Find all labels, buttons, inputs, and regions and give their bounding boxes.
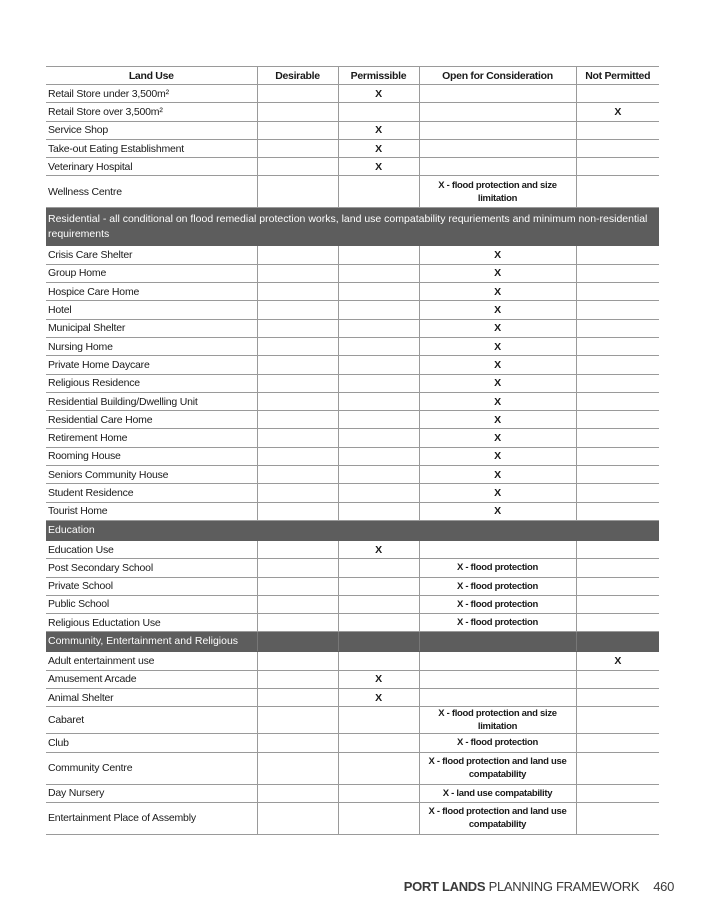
not-permitted-cell (576, 392, 659, 410)
open-for-consideration-cell: X - flood protection and land use compatability (419, 752, 576, 784)
desirable-cell (257, 158, 338, 176)
desirable-cell (257, 447, 338, 465)
page-number: 460 (653, 879, 674, 894)
permissible-cell: X (338, 670, 419, 688)
table-row (46, 670, 659, 688)
not-permitted-cell (576, 411, 659, 429)
table-row (46, 734, 659, 752)
desirable-cell (257, 121, 338, 139)
not-permitted-cell (576, 540, 659, 558)
table-row (46, 246, 659, 264)
permissible-cell (338, 784, 419, 802)
not-permitted-cell (576, 577, 659, 595)
permissible-cell (338, 374, 419, 392)
table-row (46, 429, 659, 447)
section-label: Education (46, 520, 659, 540)
land-use-name: Student Residence (46, 484, 257, 502)
land-use-name: Service Shop (46, 121, 257, 139)
open-for-consideration-cell (419, 139, 576, 157)
land-use-name: Club (46, 734, 257, 752)
desirable-cell (257, 103, 338, 121)
desirable-cell (257, 614, 338, 632)
not-permitted-cell (576, 447, 659, 465)
permissible-cell (338, 411, 419, 429)
section-header-row (46, 208, 659, 246)
land-use-name: Group Home (46, 264, 257, 282)
permissible-cell (338, 595, 419, 613)
land-use-name: Nursing Home (46, 337, 257, 355)
desirable-cell (257, 734, 338, 752)
permissible-cell (338, 577, 419, 595)
desirable-cell (257, 670, 338, 688)
desirable-cell (257, 176, 338, 208)
desirable-cell (257, 802, 338, 834)
land-use-name: Veterinary Hospital (46, 158, 257, 176)
permissible-cell (338, 319, 419, 337)
open-for-consideration-cell: X - land use compatability (419, 784, 576, 802)
desirable-cell (257, 652, 338, 670)
table-row (46, 752, 659, 784)
table-row (46, 595, 659, 613)
section-label: Residential - all conditional on flood remedial protection works, land use compatability requriements and minimum non-residential requirements (46, 208, 659, 246)
not-permitted-cell (576, 356, 659, 374)
desirable-cell (257, 559, 338, 577)
table-row (46, 176, 659, 208)
land-use-name: Rooming House (46, 447, 257, 465)
desirable-cell (257, 466, 338, 484)
desirable-cell (257, 374, 338, 392)
land-use-name: Religious Eductation Use (46, 614, 257, 632)
not-permitted-cell (576, 283, 659, 301)
open-for-consideration-cell: X (419, 246, 576, 264)
open-for-consideration-cell (419, 85, 576, 103)
table-row (46, 707, 659, 734)
land-use-name: Retail Store under 3,500m² (46, 85, 257, 103)
open-for-consideration-cell: X (419, 374, 576, 392)
land-use-name: Private School (46, 577, 257, 595)
table-row (46, 540, 659, 558)
table-row (46, 411, 659, 429)
desirable-cell (257, 411, 338, 429)
not-permitted-cell (576, 301, 659, 319)
section-empty-cell (338, 632, 419, 652)
page-footer (404, 879, 674, 894)
table-row (46, 319, 659, 337)
desirable-cell (257, 484, 338, 502)
desirable-cell (257, 784, 338, 802)
land-use-table (46, 66, 659, 835)
section-header-row (46, 632, 659, 652)
desirable-cell (257, 752, 338, 784)
land-use-name: Day Nursery (46, 784, 257, 802)
open-for-consideration-cell: X - flood protection (419, 734, 576, 752)
desirable-cell (257, 85, 338, 103)
desirable-cell (257, 246, 338, 264)
land-use-name: Crisis Care Shelter (46, 246, 257, 264)
not-permitted-cell (576, 484, 659, 502)
permissible-cell (338, 734, 419, 752)
table-row (46, 121, 659, 139)
land-use-name: Public School (46, 595, 257, 613)
table-row (46, 466, 659, 484)
table-header (46, 67, 659, 85)
open-for-consideration-cell: X - flood protection (419, 577, 576, 595)
open-for-consideration-cell: X (419, 283, 576, 301)
table-row (46, 614, 659, 632)
open-for-consideration-cell: X - flood protection and size limitation (419, 707, 576, 734)
table-row (46, 103, 659, 121)
open-for-consideration-cell: X (419, 264, 576, 282)
not-permitted-cell (576, 466, 659, 484)
land-use-name: Animal Shelter (46, 689, 257, 707)
header-permissible: Permissible (338, 67, 419, 85)
header-desirable: Desirable (257, 67, 338, 85)
permissible-cell: X (338, 121, 419, 139)
permissible-cell: X (338, 139, 419, 157)
open-for-consideration-cell: X - flood protection (419, 614, 576, 632)
table-row (46, 264, 659, 282)
table-row (46, 85, 659, 103)
table-row (46, 689, 659, 707)
table-row (46, 301, 659, 319)
not-permitted-cell (576, 595, 659, 613)
open-for-consideration-cell: X (419, 392, 576, 410)
open-for-consideration-cell (419, 540, 576, 558)
footer-title-bold: PORT LANDS (403, 879, 486, 894)
open-for-consideration-cell: X (419, 484, 576, 502)
table-row (46, 559, 659, 577)
desirable-cell (257, 502, 338, 520)
open-for-consideration-cell: X - flood protection and size limitation (419, 176, 576, 208)
table-row (46, 158, 659, 176)
desirable-cell (257, 356, 338, 374)
land-use-name: Education Use (46, 540, 257, 558)
not-permitted-cell (576, 337, 659, 355)
not-permitted-cell (576, 707, 659, 734)
desirable-cell (257, 301, 338, 319)
not-permitted-cell (576, 752, 659, 784)
land-use-name: Private Home Daycare (46, 356, 257, 374)
not-permitted-cell (576, 689, 659, 707)
table-row (46, 374, 659, 392)
land-use-name: Hotel (46, 301, 257, 319)
table-row (46, 802, 659, 834)
table-row (46, 784, 659, 802)
permissible-cell: X (338, 540, 419, 558)
not-permitted-cell (576, 502, 659, 520)
table-row (46, 577, 659, 595)
land-use-name: Residential Care Home (46, 411, 257, 429)
desirable-cell (257, 577, 338, 595)
desirable-cell (257, 283, 338, 301)
not-permitted-cell (576, 429, 659, 447)
permissible-cell (338, 392, 419, 410)
open-for-consideration-cell: X (419, 337, 576, 355)
not-permitted-cell (576, 374, 659, 392)
permissible-cell (338, 283, 419, 301)
permissible-cell (338, 652, 419, 670)
permissible-cell: X (338, 85, 419, 103)
land-use-name: Amusement Arcade (46, 670, 257, 688)
desirable-cell (257, 707, 338, 734)
open-for-consideration-cell: X - flood protection (419, 559, 576, 577)
not-permitted-cell (576, 802, 659, 834)
permissible-cell (338, 246, 419, 264)
open-for-consideration-cell (419, 652, 576, 670)
not-permitted-cell (576, 264, 659, 282)
table-row (46, 502, 659, 520)
permissible-cell (338, 614, 419, 632)
not-permitted-cell (576, 121, 659, 139)
permissible-cell (338, 264, 419, 282)
land-use-name: Adult entertainment use (46, 652, 257, 670)
open-for-consideration-cell: X (419, 356, 576, 374)
permissible-cell: X (338, 158, 419, 176)
table-row (46, 337, 659, 355)
table-body (46, 85, 659, 835)
land-use-name: Municipal Shelter (46, 319, 257, 337)
open-for-consideration-cell: X - flood protection (419, 595, 576, 613)
table-row (46, 392, 659, 410)
land-use-name: Take-out Eating Establishment (46, 139, 257, 157)
land-use-name: Post Secondary School (46, 559, 257, 577)
land-use-name: Seniors Community House (46, 466, 257, 484)
open-for-consideration-cell: X (419, 301, 576, 319)
permissible-cell (338, 447, 419, 465)
not-permitted-cell (576, 176, 659, 208)
land-use-name: Entertainment Place of Assembly (46, 802, 257, 834)
desirable-cell (257, 540, 338, 558)
section-header-row (46, 520, 659, 540)
land-use-name: Community Centre (46, 752, 257, 784)
permissible-cell (338, 356, 419, 374)
open-for-consideration-cell: X (419, 502, 576, 520)
section-empty-cell (257, 632, 338, 652)
land-use-name: Hospice Care Home (46, 283, 257, 301)
desirable-cell (257, 689, 338, 707)
open-for-consideration-cell (419, 121, 576, 139)
open-for-consideration-cell (419, 689, 576, 707)
desirable-cell (257, 337, 338, 355)
table-row (46, 484, 659, 502)
permissible-cell (338, 502, 419, 520)
table-row (46, 283, 659, 301)
permissible-cell (338, 802, 419, 834)
open-for-consideration-cell: X (419, 466, 576, 484)
not-permitted-cell (576, 559, 659, 577)
section-empty-cell (419, 632, 576, 652)
not-permitted-cell: X (576, 103, 659, 121)
section-empty-cell (576, 632, 659, 652)
open-for-consideration-cell (419, 158, 576, 176)
not-permitted-cell (576, 158, 659, 176)
permissible-cell (338, 103, 419, 121)
section-label: Community, Entertainment and Religious (46, 632, 257, 652)
permissible-cell (338, 484, 419, 502)
permissible-cell (338, 337, 419, 355)
land-use-name: Religious Residence (46, 374, 257, 392)
permissible-cell (338, 176, 419, 208)
open-for-consideration-cell: X (419, 411, 576, 429)
header-open-for-consideration: Open for Consideration (419, 67, 576, 85)
not-permitted-cell (576, 139, 659, 157)
not-permitted-cell (576, 319, 659, 337)
open-for-consideration-cell (419, 103, 576, 121)
open-for-consideration-cell (419, 670, 576, 688)
table-row (46, 139, 659, 157)
land-use-name: Retirement Home (46, 429, 257, 447)
land-use-name: Residential Building/Dwelling Unit (46, 392, 257, 410)
desirable-cell (257, 429, 338, 447)
desirable-cell (257, 264, 338, 282)
land-use-name: Wellness Centre (46, 176, 257, 208)
land-use-name: Tourist Home (46, 502, 257, 520)
desirable-cell (257, 392, 338, 410)
land-use-name: Retail Store over 3,500m² (46, 103, 257, 121)
open-for-consideration-cell: X (419, 319, 576, 337)
open-for-consideration-cell: X (419, 447, 576, 465)
not-permitted-cell (576, 734, 659, 752)
permissible-cell (338, 752, 419, 784)
not-permitted-cell (576, 246, 659, 264)
table-row (46, 356, 659, 374)
not-permitted-cell (576, 85, 659, 103)
permissible-cell (338, 707, 419, 734)
permissible-cell (338, 301, 419, 319)
not-permitted-cell (576, 670, 659, 688)
open-for-consideration-cell: X (419, 429, 576, 447)
not-permitted-cell (576, 614, 659, 632)
footer-title-rest: PLANNING FRAMEWORK (485, 879, 640, 894)
not-permitted-cell (576, 784, 659, 802)
header-not-permitted: Not Permitted (576, 67, 659, 85)
header-land-use: Land Use (46, 67, 257, 85)
desirable-cell (257, 139, 338, 157)
permissible-cell (338, 559, 419, 577)
land-use-name: Cabaret (46, 707, 257, 734)
permissible-cell (338, 429, 419, 447)
desirable-cell (257, 595, 338, 613)
not-permitted-cell: X (576, 652, 659, 670)
permissible-cell (338, 466, 419, 484)
permissible-cell: X (338, 689, 419, 707)
table-row (46, 447, 659, 465)
table-row (46, 652, 659, 670)
open-for-consideration-cell: X - flood protection and land use compatability (419, 802, 576, 834)
desirable-cell (257, 319, 338, 337)
